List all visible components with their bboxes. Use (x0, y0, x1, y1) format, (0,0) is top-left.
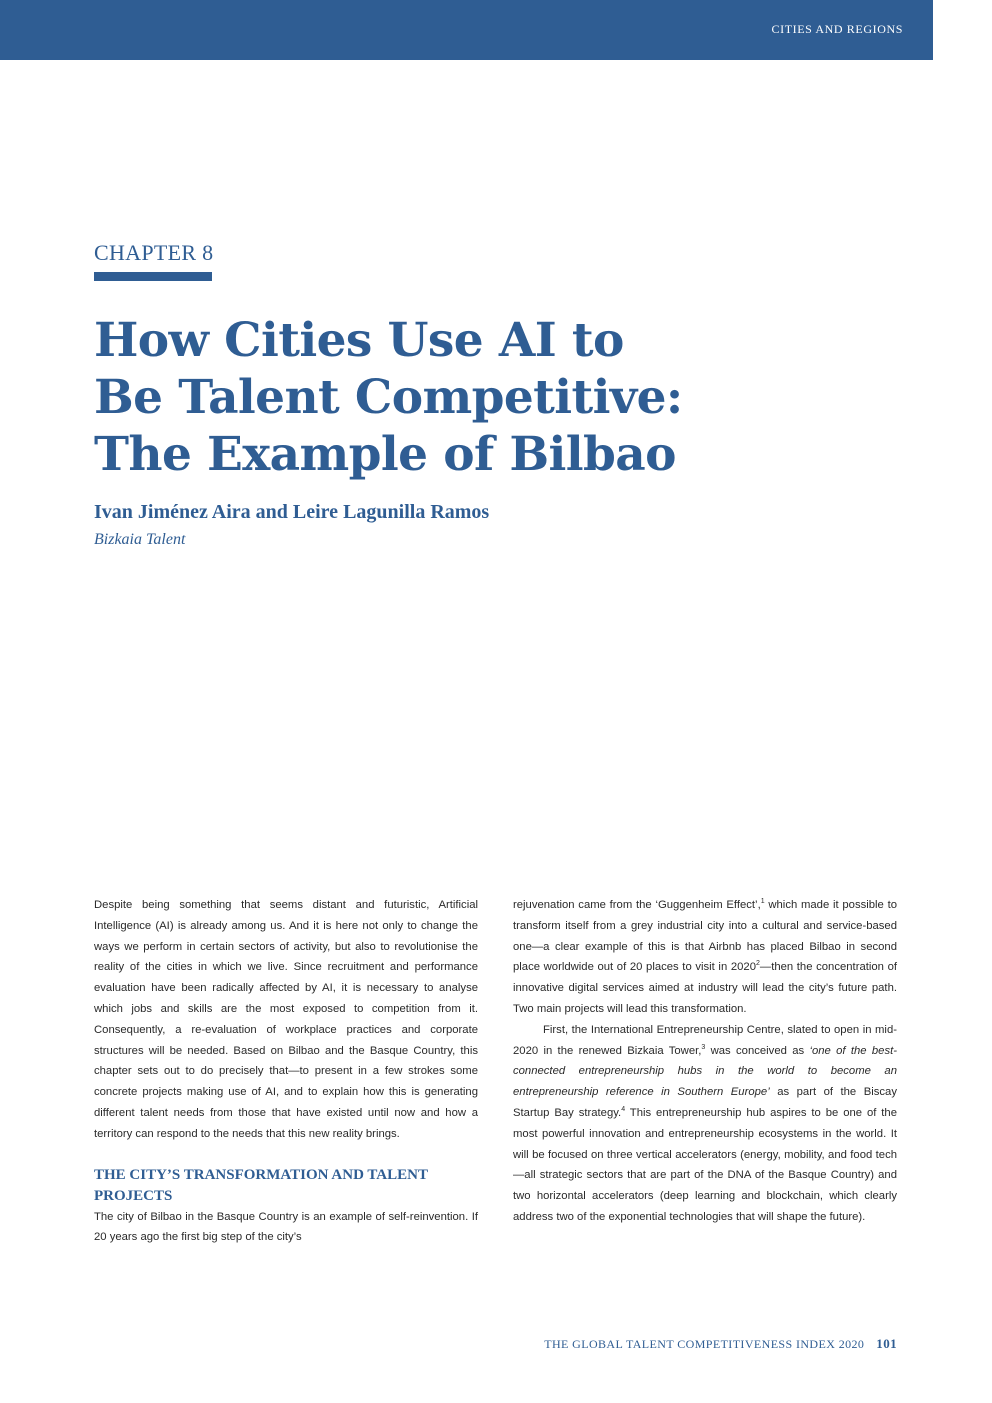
footnote-ref[interactable]: 1 (760, 898, 765, 906)
footnote-ref[interactable]: 4 (621, 1106, 626, 1114)
section-heading: THE CITY’S TRANSFORMATION AND TALENT PROJECTS (94, 1166, 428, 1204)
footnote-ref[interactable]: 3 (701, 1043, 706, 1051)
authors: Ivan Jiménez Aira and Leire Lagunilla Ramos (94, 501, 490, 523)
affiliation: Bizkaia Talent (94, 531, 186, 548)
page-footer (544, 1336, 897, 1352)
publication-title: THE GLOBAL TALENT COMPETITIVENESS INDEX 2020 (544, 1337, 865, 1351)
title-line: Be Talent Competitive: (94, 370, 683, 425)
body-paragraph: First, the International Entrepreneurship Centre, slated to open in mid-2020 in the renewed Bizkaia Tower,$^3$ was conceived as ‘one of the best-connected entrepreneurship hubs in the world to become an entrepreneurship reference in Southern Europe’ as part of the Biscay Startup Bay strategy.$^4$ This entrepreneurship hub aspires to be one of the most powerful innovation and entrepreneurship ecosystems in the world. It will be focused on three vertical accelerators (energy, mobility, and food tech—all strategic sectors that are part of the DNA of the Basque Country) and two horizontal accelerators (deep learning and blockchain, which clearly address two of the exponential technologies that will shape the future). (513, 1023, 897, 1223)
continued-paragraph: rejuvenation came from the ‘Guggenheim Effect’,$^1$ which made it possible to transform itself from a grey industrial city into a cultural and service-based one—a clear example of this is that Airbnb has placed Bilbao in second place worldwide out of 20 places to visit in 2020$^2$—then the concentration of innovative digital services aimed at industry will lead the city’s future path. Two main projects will lead this transformation. (513, 898, 898, 1015)
chapter-label: CHAPTER 8 (94, 240, 214, 265)
title-line: The Example of Bilbao (94, 427, 676, 482)
footnote-ref[interactable]: 2 (755, 960, 760, 968)
chapter-underline (94, 272, 212, 281)
intro-paragraph: Despite being something that seems distant and futuristic, Artificial Intelligence (AI) is already among us. And it is here not only to change the ways we perform in certain sectors of activity, but also to revolutionise the reality of the cities in which we live. Since recruitment and performance evaluation have been radically affected by AI, it is necessary to analyse which jobs and skills are the most exposed to competition from it. Consequently, a re-evaluation of workplace practices and corporate structures will be needed. Based on Bilbao and the Basque Country, this chapter sets out to do precisely that—to present in a few strokes some concrete projects making use of AI, and to explain how this is generating different talent needs from those that have existed until now and how a territory can respond to the needs that this new reality brings. (94, 899, 478, 1140)
quote: ‘one of the best-connected entrepreneurship hubs in the world to become an entrepreneurship reference in Southern Europe’ (513, 1044, 897, 1099)
left-column (94, 895, 478, 1248)
section-label: CITIES AND REGIONS (771, 22, 903, 36)
page-number: 101 (876, 1336, 897, 1351)
header-bar (0, 0, 933, 60)
chapter-title (94, 312, 734, 483)
title-line: How Cities Use AI to (94, 313, 624, 368)
right-column (513, 895, 897, 1228)
section-paragraph: The city of Bilbao in the Basque Country is an example of self-reinvention. If 20 years ago the first big step of the city’s (94, 1210, 478, 1244)
